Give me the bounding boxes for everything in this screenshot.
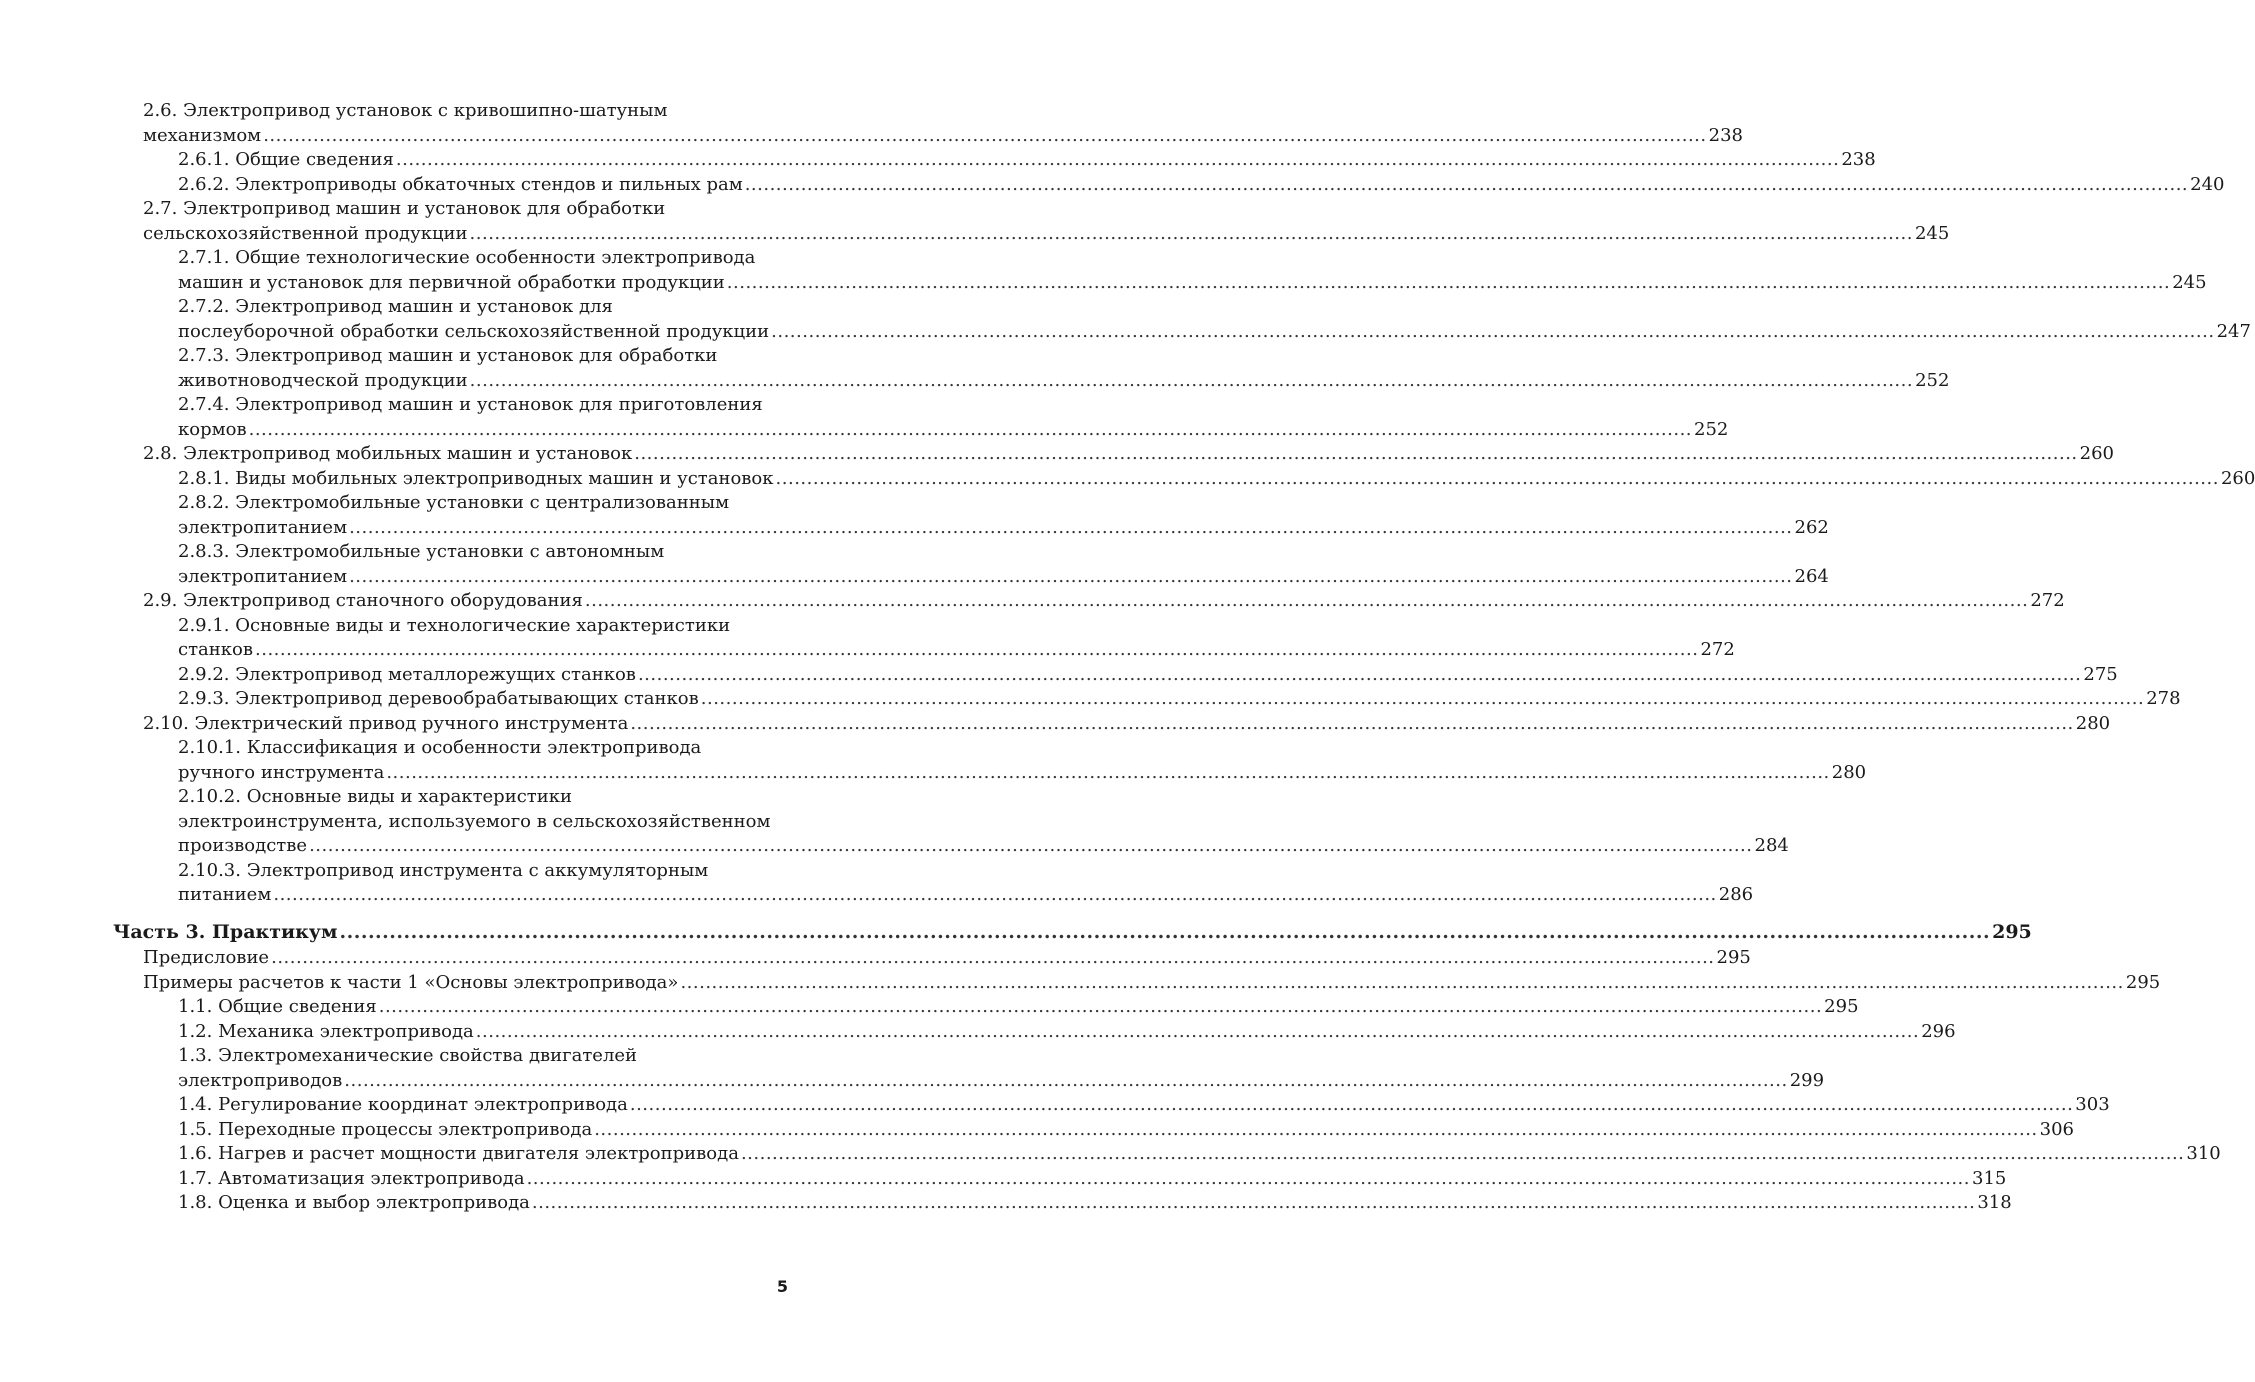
toc-line xyxy=(0,467,2255,492)
toc-entry xyxy=(0,540,1829,589)
toc-line xyxy=(0,1069,1825,1094)
toc-line xyxy=(0,271,2207,296)
toc-line xyxy=(0,920,2032,945)
toc-page-number: 295 xyxy=(1992,920,2032,943)
toc-entry xyxy=(0,491,1829,540)
toc-entry-title: 1.6. Нагрев и расчет мощности двигателя электропривода xyxy=(178,1143,739,1164)
toc-line xyxy=(0,712,2111,737)
toc-page-number: 295 xyxy=(1824,996,1859,1017)
toc-entry xyxy=(0,687,2181,712)
toc-entry-title: 2.6.1. Общие сведения xyxy=(178,149,394,170)
toc-line: 2.8.2. Электромобильные установки с централизованным xyxy=(178,492,730,513)
toc-line: 2.8.3. Электромобильные установки с автономным xyxy=(178,541,665,562)
table-of-contents xyxy=(0,99,2255,1216)
toc-page-number: 295 xyxy=(2125,971,2161,993)
toc-line: 1.3. Электромеханические свойства двигателей xyxy=(178,1045,638,1066)
toc-entry xyxy=(0,99,1743,148)
toc-dot-leader xyxy=(727,271,2170,296)
toc-entry-title: 2.10. Электрический привод ручного инструмента xyxy=(143,712,629,734)
toc-entry-title: животноводческой продукции xyxy=(178,369,468,391)
toc-dot-leader xyxy=(630,1093,2073,1118)
toc-entry xyxy=(0,946,1751,971)
toc-page-number: 252 xyxy=(1915,369,1950,391)
toc-dot-leader xyxy=(585,589,2028,614)
toc-page-number: 278 xyxy=(2146,688,2181,709)
toc-entry-title: станков xyxy=(178,639,253,660)
toc-line: 2.9.1. Основные виды и технологические характеристики xyxy=(178,614,731,636)
toc-line: 2.7.4. Электропривод машин и установок для приготовления xyxy=(178,394,763,415)
toc-entry-title: 2.9.3. Электропривод деревообрабатывающих станков xyxy=(178,688,699,709)
toc-entry-title: 1.2. Механика электропривода xyxy=(178,1020,474,1042)
toc-entry xyxy=(0,1020,1956,1045)
toc-line: 2.7. Электропривод машин и установок для обработки xyxy=(143,198,666,219)
toc-page-number: 252 xyxy=(1694,418,1729,440)
toc-entry-title: электроприводов xyxy=(178,1069,343,1091)
toc-entry-title: 1.1. Общие сведения xyxy=(178,996,377,1017)
toc-line xyxy=(0,1142,2221,1167)
toc-page-number: 315 xyxy=(1972,1167,2007,1189)
toc-part-heading xyxy=(0,920,2032,945)
toc-entry-title: Предисловие xyxy=(143,947,270,968)
toc-entry-title: послеуборочной обработки сельскохозяйственной продукции xyxy=(178,320,770,342)
toc-entry-title: 1.4. Регулирование координат электропривода xyxy=(178,1094,628,1115)
toc-entry-title: электропитанием xyxy=(178,516,348,538)
toc-dot-leader xyxy=(344,1069,1787,1094)
toc-line xyxy=(0,1020,1956,1045)
toc-page-number: 247 xyxy=(2216,320,2251,342)
toc-entry xyxy=(0,1044,1825,1093)
toc-entry-title: ручного инструмента xyxy=(178,761,385,783)
toc-dot-leader xyxy=(255,638,1698,663)
toc-page-number: 310 xyxy=(2186,1143,2221,1164)
toc-line: 2.10.2. Основные виды и характеристики xyxy=(178,786,572,807)
toc-dot-leader xyxy=(339,920,1990,945)
toc-entry-title: производстве xyxy=(178,835,308,856)
toc-page-number: 296 xyxy=(1921,1020,1956,1042)
toc-entry-title: 2.6.2. Электроприводы обкаточных стендов и пильных рам xyxy=(178,173,743,195)
toc-line xyxy=(0,638,1735,663)
toc-page-number: 318 xyxy=(1977,1192,2012,1213)
toc-entry-title: Примеры расчетов к части 1 «Основы электропривода» xyxy=(143,971,679,993)
toc-page-number: 240 xyxy=(2190,173,2225,195)
toc-page-number: 286 xyxy=(1718,884,1754,905)
toc-entry-title: механизмом xyxy=(143,124,262,146)
toc-page-number: 262 xyxy=(1794,516,1829,538)
toc-dot-leader xyxy=(532,1191,1975,1216)
toc-entry xyxy=(0,785,1789,859)
toc-dot-leader xyxy=(349,516,1792,541)
toc-line xyxy=(0,1191,2012,1216)
toc-entry xyxy=(0,589,2065,614)
toc-line xyxy=(0,687,2181,712)
toc-entry xyxy=(0,995,1859,1020)
toc-line xyxy=(0,565,1829,590)
toc-line xyxy=(0,589,2065,614)
toc-line: 2.7.1. Общие технологические особенности электропривода xyxy=(178,247,756,268)
toc-dot-leader xyxy=(476,1020,1919,1045)
toc-dot-leader xyxy=(741,1142,2184,1167)
toc-line: 2.10.1. Классификация и особенности электропривода xyxy=(178,737,702,758)
toc-entry xyxy=(0,1118,2074,1143)
toc-dot-leader xyxy=(745,173,2188,198)
toc-page-number: 275 xyxy=(2083,663,2118,685)
toc-entry-title: машин и установок для первичной обработки продукции xyxy=(178,271,725,293)
toc-entry xyxy=(0,173,2225,198)
toc-line: 2.6. Электропривод установок с кривошипно-шатуным xyxy=(143,100,668,121)
toc-dot-leader xyxy=(701,687,2144,712)
toc-entry xyxy=(0,971,2161,996)
toc-entry xyxy=(0,736,1867,785)
toc-line: электроинструмента, используемого в сельскохозяйственном xyxy=(178,810,771,832)
toc-page-number: 260 xyxy=(2079,443,2115,464)
toc-entry xyxy=(0,197,1950,246)
toc-entry-title: питанием xyxy=(178,884,272,905)
toc-line xyxy=(0,222,1950,247)
toc-entry-title: электропитанием xyxy=(178,565,348,587)
toc-line xyxy=(0,418,1729,443)
toc-dot-leader xyxy=(349,565,1792,590)
toc-dot-leader xyxy=(396,148,1839,173)
toc-entry-title: 2.9.2. Электропривод металлорежущих станков xyxy=(178,663,636,685)
toc-line xyxy=(0,173,2225,198)
toc-entry xyxy=(0,393,1729,442)
toc-dot-leader xyxy=(273,883,1716,908)
toc-entry-title: кормов xyxy=(178,418,247,440)
toc-entry xyxy=(0,712,2111,737)
toc-page-number: 238 xyxy=(1708,124,1743,146)
toc-dot-leader xyxy=(386,761,1829,786)
toc-line xyxy=(0,442,2115,467)
toc-page-number: 260 xyxy=(2220,467,2255,489)
toc-page-number: 295 xyxy=(1716,947,1751,968)
toc-page-number: 280 xyxy=(1831,761,1867,783)
page-number: 5 xyxy=(776,1277,788,1296)
toc-line xyxy=(0,148,1876,173)
toc-dot-leader xyxy=(470,369,1913,394)
toc-line xyxy=(0,995,1859,1020)
toc-dot-leader xyxy=(309,834,1752,859)
toc-entry-title: 2.8. Электропривод мобильных машин и установок xyxy=(143,443,633,464)
toc-entry-title: 2.8.1. Виды мобильных электроприводных машин и установок xyxy=(178,467,774,489)
toc-line xyxy=(0,369,1950,394)
toc-entry xyxy=(0,246,2207,295)
toc-entry xyxy=(0,1142,2221,1167)
toc-dot-leader xyxy=(776,467,2219,492)
toc-line xyxy=(0,1167,2007,1192)
toc-dot-leader xyxy=(638,663,2081,688)
toc-entry xyxy=(0,1093,2110,1118)
toc-line xyxy=(0,761,1867,786)
toc-page-number: 306 xyxy=(2039,1118,2074,1140)
toc-dot-leader xyxy=(527,1167,1970,1192)
toc-line: 2.7.3. Электропривод машин и установок для обработки xyxy=(178,345,718,366)
toc-entry-title: 1.8. Оценка и выбор электропривода xyxy=(178,1192,530,1213)
toc-page-number: 245 xyxy=(1914,222,1950,244)
toc-dot-leader xyxy=(271,946,1714,971)
toc-dot-leader xyxy=(594,1118,2037,1143)
toc-page-number: 238 xyxy=(1841,149,1876,170)
toc-dot-leader xyxy=(263,124,1706,149)
toc-entry xyxy=(0,1191,2012,1216)
toc-page-number: 245 xyxy=(2172,271,2207,293)
toc-dot-leader xyxy=(249,418,1692,443)
toc-line xyxy=(0,516,1829,541)
toc-entry-title: 1.5. Переходные процессы электропривода xyxy=(178,1118,593,1140)
toc-entry-title: 2.9. Электропривод станочного оборудования xyxy=(143,590,583,611)
toc-entry xyxy=(0,295,2251,344)
toc-dot-leader xyxy=(630,712,2073,737)
toc-entry-title: Часть 3. Практикум xyxy=(113,920,338,943)
toc-dot-leader xyxy=(470,222,1913,247)
toc-dot-leader xyxy=(379,995,1822,1020)
toc-entry xyxy=(0,148,1876,173)
toc-page-number: 280 xyxy=(2075,712,2111,734)
toc-entry xyxy=(0,1167,2007,1192)
toc-entry xyxy=(0,614,1735,663)
toc-line xyxy=(0,1093,2110,1118)
toc-entry xyxy=(0,442,2115,467)
toc-entry-title: 1.7. Автоматизация электропривода xyxy=(178,1167,525,1189)
toc-line: 2.7.2. Электропривод машин и установок для xyxy=(178,296,613,317)
toc-entry xyxy=(0,663,2118,688)
toc-page-number: 303 xyxy=(2075,1094,2110,1115)
toc-dot-leader xyxy=(680,971,2123,996)
toc-entry xyxy=(0,467,2255,492)
toc-line xyxy=(0,663,2118,688)
toc-page-number: 272 xyxy=(1700,639,1735,660)
toc-line: 2.10.3. Электропривод инструмента с аккумуляторным xyxy=(178,859,709,881)
toc-line xyxy=(0,946,1751,971)
toc-dot-leader xyxy=(634,442,2077,467)
toc-page-number: 264 xyxy=(1794,565,1829,587)
toc-line xyxy=(0,834,1789,859)
toc-page-number: 299 xyxy=(1789,1069,1825,1091)
toc-line xyxy=(0,1118,2074,1143)
toc-line xyxy=(0,883,1754,908)
toc-page-number: 284 xyxy=(1754,835,1789,856)
toc-page-number: 272 xyxy=(2030,590,2065,611)
toc-line xyxy=(0,320,2251,345)
toc-line xyxy=(0,971,2161,996)
toc-dot-leader xyxy=(771,320,2214,345)
toc-entry xyxy=(0,344,1950,393)
toc-line xyxy=(0,124,1743,149)
toc-entry xyxy=(0,859,1754,908)
toc-entry-title: сельскохозяйственной продукции xyxy=(143,222,468,244)
